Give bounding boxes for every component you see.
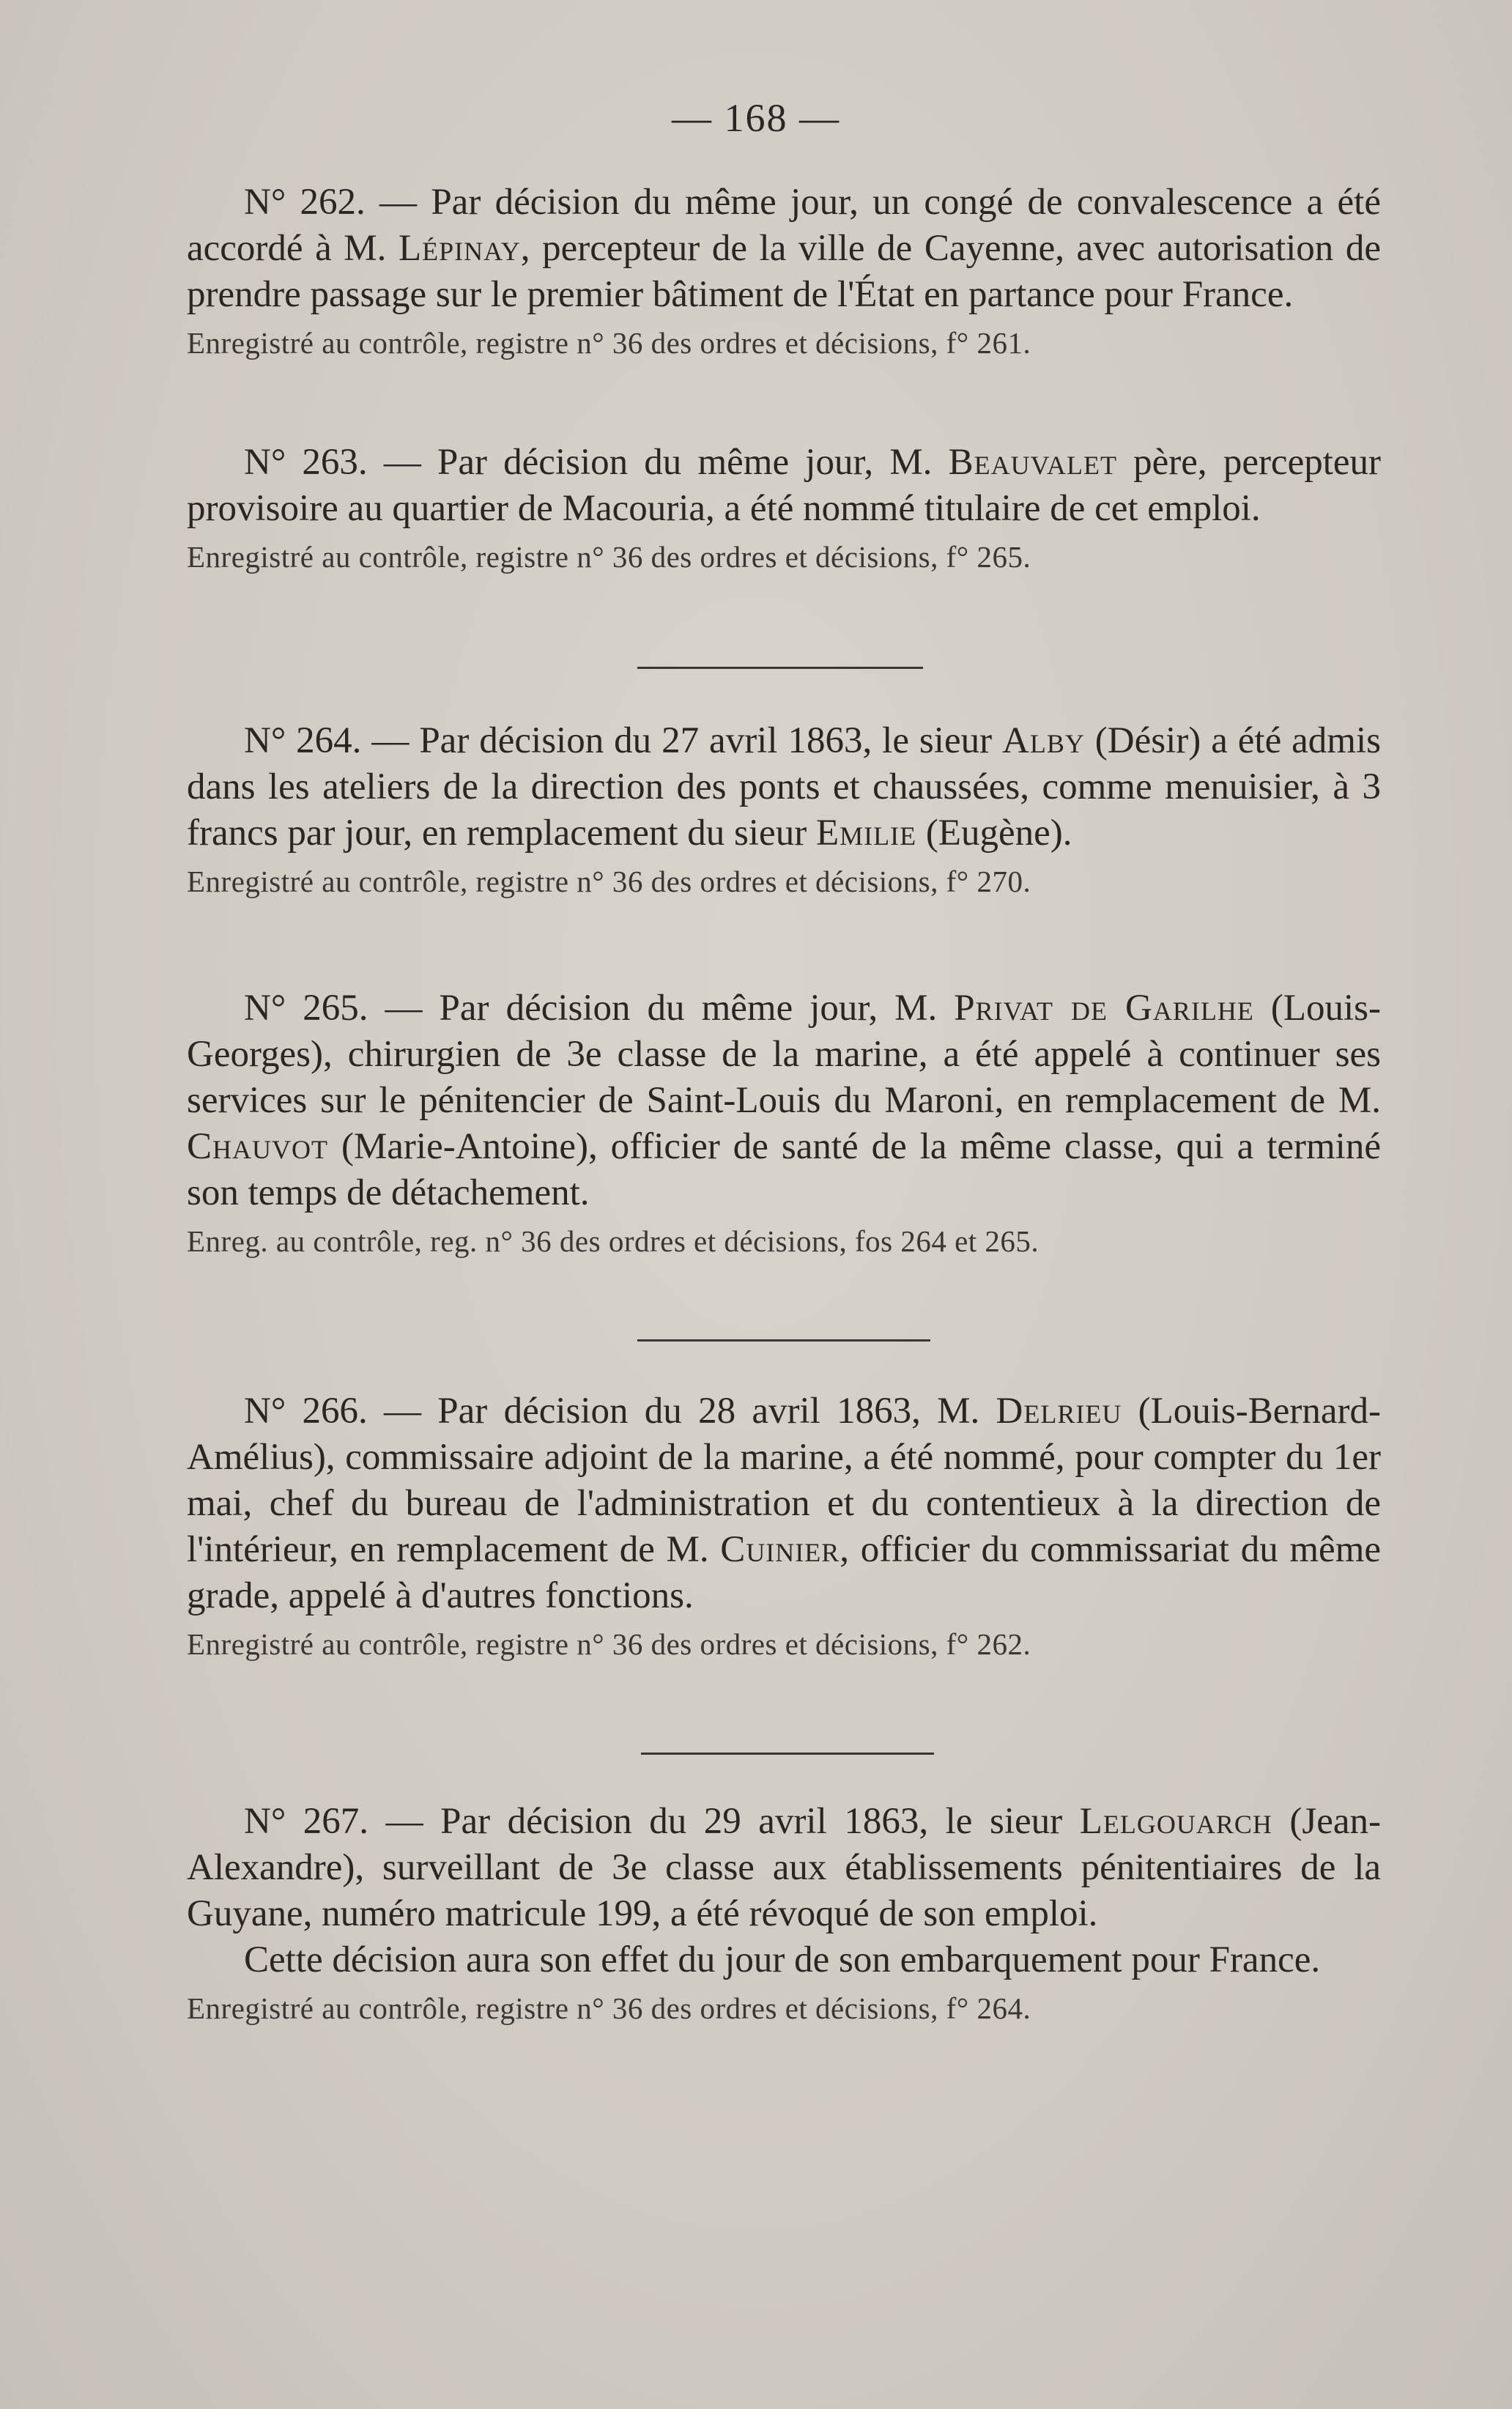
decision-entry-265 (187, 985, 1381, 1260)
text-run: (Jean-Alexandre), surveillant de 3e classe aux établissements pénitentiaires de la Guyane, numéro matricule 199, a été révoqué de son emploi. (187, 1801, 1381, 1934)
registration-note: Enregistré au contrôle, registre n° 36 des ordres et décisions, f° 261. (187, 326, 1031, 360)
person-name: Chauvot (187, 1126, 328, 1167)
text-run: N° 266. — Par décision du 28 avril 1863, M. (244, 1391, 996, 1432)
decision-paragraph (187, 718, 1381, 856)
text-run: Cette décision aura son effet du jour de son embarquement pour France. (244, 1939, 1321, 1980)
text-run: N° 263. — Par décision du même jour, M. (244, 442, 949, 483)
text-run: N° 262. — Par décision du même jour, un congé de convalescence a été accordé à M. (187, 182, 1381, 269)
registration-note: Enreg. au contrôle, reg. n° 36 des ordres et décisions, fos 264 et 265. (187, 1224, 1040, 1258)
page-number: — 168 — (672, 96, 840, 140)
person-name: Emilie (815, 813, 917, 854)
text-run: père, percepteur provisoire au quartier de Macouria, a été nommé titulaire de cet emploi. (187, 442, 1381, 529)
decision-entry-264 (187, 718, 1381, 900)
separator-rule (641, 1753, 934, 1755)
person-name: Privat de Garilhe (954, 988, 1254, 1029)
person-name: Lépinay (398, 228, 521, 269)
text-run: N° 265. — Par décision du même jour, M. (244, 988, 955, 1029)
text-run: (Désir) a été admis dans les ateliers de la direction des ponts et chaussées, comme menuisier, à 3 francs par jour, en remplacement du sieur (187, 720, 1381, 854)
text-run: N° 267. — Par décision du 29 avril 1863, le sieur (244, 1801, 1080, 1842)
registration-note: Enregistré au contrôle, registre n° 36 des ordres et décisions, f° 270. (187, 865, 1031, 898)
separator-rule (637, 667, 923, 669)
text-run: , percepteur de la ville de Cayenne, avec autorisation de prendre passage sur le premier bâtiment de l'État en partance pour France. (187, 228, 1382, 315)
text-run: N° 264. — Par décision du 27 avril 1863, le sieur (244, 720, 1003, 761)
decision-entry-266 (187, 1388, 1381, 1663)
registration-note: Enregistré au contrôle, registre n° 36 des ordres et décisions, f° 262. (187, 1627, 1031, 1661)
decision-paragraph (187, 985, 1381, 1216)
decision-paragraph (187, 1388, 1381, 1619)
decision-paragraph (187, 1937, 1381, 1983)
person-name: Beauvalet (948, 442, 1117, 483)
decision-entry-262 (187, 180, 1381, 362)
text-run: (Louis-Georges), chirurgien de 3e classe de la marine, a été appelé à continuer ses services sur le pénitencier de Saint-Louis du Maroni, en remplacement de M. (187, 988, 1381, 1121)
text-run: , officier du commissariat du même grade, appelé à d'autres fonctions. (187, 1529, 1381, 1616)
person-name: Cuinier (720, 1529, 840, 1570)
person-name: Alby (1002, 720, 1085, 761)
decision-entry-267 (187, 1799, 1381, 2027)
decision-paragraph (187, 180, 1381, 318)
text-run: (Marie-Antoine), officier de santé de la même classe, qui a terminé son temps de détachement. (187, 1126, 1381, 1213)
separator-rule (637, 1339, 930, 1342)
text-run: (Louis-Bernard-Amélius), commissaire adjoint de la marine, a été nommé, pour compter du 1er mai, chef du bureau de l'administration et du contentieux à la direction de l'intérieur, en remplacement de M. (187, 1391, 1381, 1570)
decision-paragraph (187, 440, 1381, 532)
registration-note: Enregistré au contrôle, registre n° 36 des ordres et décisions, f° 265. (187, 540, 1031, 574)
decision-entry-263 (187, 440, 1381, 576)
registration-note: Enregistré au contrôle, registre n° 36 des ordres et décisions, f° 264. (187, 1991, 1031, 2025)
decision-paragraph (187, 1799, 1381, 1937)
person-name: Lelgouarch (1079, 1801, 1272, 1842)
text-run: (Eugène). (916, 813, 1072, 854)
person-name: Delrieu (996, 1391, 1122, 1432)
